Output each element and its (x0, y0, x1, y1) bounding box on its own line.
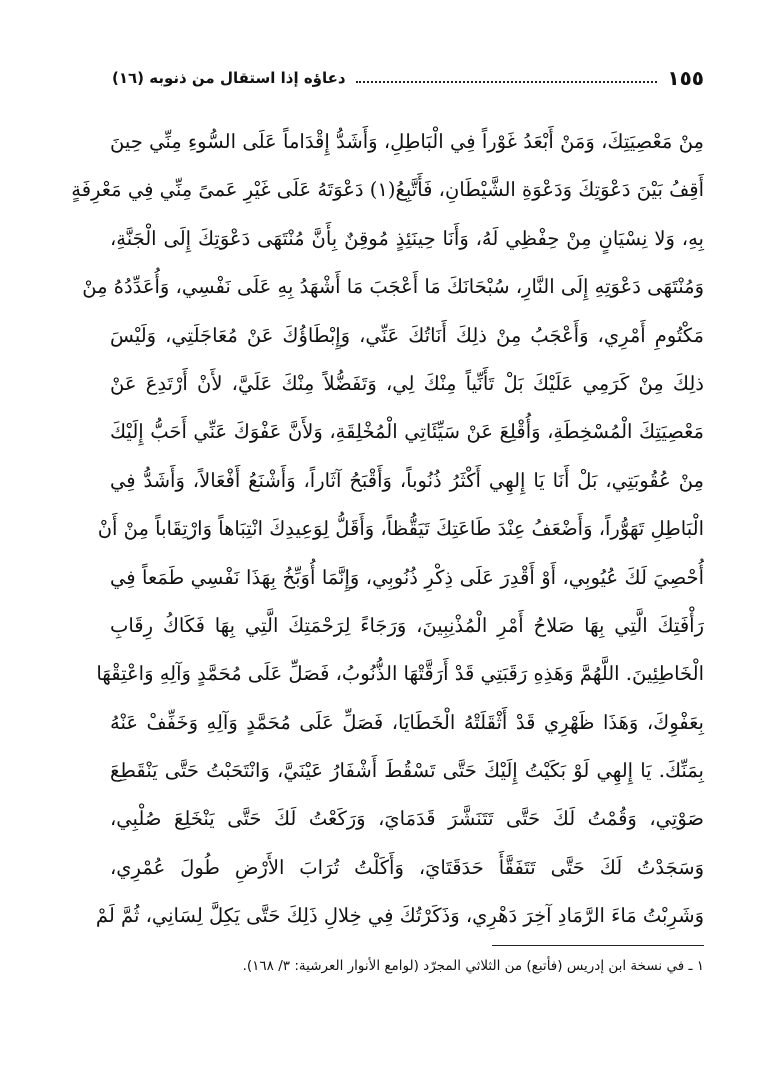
text-line: مَعْصِيَتِكَ الْمُسْخِطَةِ، وَأُقْلِعَ عَنْ سَيِّئَاتِي الْمُخْلِقَةِ، وَلأَنَّ عَفْوَكَ عَنِّي أَحَبُّ إِلَيْكَ (110, 420, 704, 444)
header-dotted-leader (356, 81, 658, 83)
text-line: مِنْ عُقُوبَتِي، بَلْ أَنَا يَا إِلهِي أَكْثَرُ ذُنُوباً، وَأَقْبَحُ آثَاراً، وَأَشْنَعُ أَفْعَالاً، وَأَشَدُّ فِي (110, 468, 704, 492)
text-line: مِنْ مَعْصِيَتِكَ، وَمَنْ أَبْعَدُ غَوْراً فِي الْبَاطِلِ، وَأَشَدُّ إِقْدَاماً عَلَى السُّوءِ مِنِّي حِينَ (110, 130, 704, 153)
text-line: وَشَرِبْتُ مَاءَ الرَّمَادِ آخِرَ دَهْرِي، وَذَكَرْتُكَ فِي خِلالِ ذَلِكَ حَتَّى يَكِلَّ لِسَانِي، ثُمَّ لَمْ (95, 904, 704, 928)
text-line: مَكْتُومِ أَمْرِي، وَأَعْجَبُ مِنْ ذلِكَ أَنَاتُكَ عَنِّي، وَإِبْطَاؤُكَ عَنْ مُعَاجَلَتِي، وَلَيْسَ (110, 323, 704, 347)
text-line: أَقِفُ بَيْنَ دَعْوَتِكَ وَدَعْوَةِ الشَّيْطَانِ، فَأَتَّبِعُ(١) دَعْوَتَهُ عَلَى غَيْرِ عَمىً مِنِّي فِي مَعْرِفَةٍ (71, 178, 704, 202)
text-line: أُحْصِيَ لَكَ عُيُوبِي، أَوْ أَقْدِرَ عَلَى ذِكْرِ ذُنُوبِي، وَإِنَّمَا أُوَبِّخُ بِهَذَا نَفْسِي طَمَعاً فِي (110, 565, 704, 589)
text-line: بِمَنِّكَ. يَا إِلهِي لَوْ بَكَيْتُ إِلَيْكَ حَتَّى تَسْقُطَ أَشْفَارُ عَيْنَيَّ، وَانْتَحَبْتُ حَتَّى يَنْقَطِعَ (110, 759, 704, 783)
text-line: وَسَجَدْتُ لَكَ حَتَّى تَتَفَقَّأَ حَدَقَتَايَ، وَأَكَلْتُ تُرَابَ الأَرْضِ طُولَ عُمْرِي، (110, 855, 704, 879)
body-text (71, 118, 704, 941)
footnote-separator (492, 945, 704, 946)
page-number: ١٥٥ (667, 66, 704, 90)
text-line: صَوْتِي، وَقُمْتُ لَكَ حَتَّى تَتَنَشَّرَ قَدَمَايَ، وَرَكَعْتُ لَكَ حَتَّى يَنْخَلِعَ صُلْبِي، (110, 807, 704, 831)
text-line: بِعَفْوِكَ، وَهَذَا ظَهْرِي قَدْ أَثْقَلَتْهُ الْخَطَايَا، فَصَلِّ عَلَى مُحَمَّدٍ وَآلِهِ وَخَفِّفْ عَنْهُ (110, 710, 704, 734)
footnote: ١ ـ في نسخة ابن إدريس (فأتبع) من الثلاثي المجرّد (لوامع الأنوار العرشية: ٣/ ١٦٨). (242, 958, 704, 974)
text-line: وَمُنْتَهَى دَعْوَتِهِ إِلَى النَّارِ، سُبْحَانَكَ مَا أَعْجَبَ مَا أَشْهَدُ بِهِ عَلَى نَفْسِي، وَأُعَدِّدُهُ مِنْ (82, 275, 704, 299)
text-line: بِهِ، وَلا نِسْيَانٍ مِنْ حِفْظِي لَهُ، وَأَنَا حِينَئِذٍ مُوقِنٌ بِأَنَّ مُنْتَهَى دَعْوَتِكَ إِلَى الْجَنَّةِ، (110, 226, 704, 250)
text-line: الْخَاطِئِينَ. اللَّهُمَّ وَهَذِهِ رَقَبَتِي قَدْ أَرَقَّتْهَا الذُّنُوبُ، فَصَلِّ عَلَى مُحَمَّدٍ وَآلِهِ وَاعْتِقْهَا (96, 662, 704, 686)
text-line: رَأْفَتِكَ الَّتِي بِهَا صَلاحُ أَمْرِ الْمُذْنِبِينَ، وَرَجَاءً لِرَحْمَتِكَ الَّتِي بِهَا فَكَاكُ رِقَابِ (110, 613, 704, 637)
page-header (112, 64, 704, 92)
text-line: ذلِكَ مِنْ كَرَمِي عَلَيْكَ بَلْ تَأَنِّياً مِنْكَ لِي، وَتَفَضُّلاً مِنْكَ عَلَيَّ، لأَنْ أَرْتَدِعَ عَنْ (110, 371, 704, 395)
text-line: الْبَاطِلِ تَهَوُّراً، وَأَضْعَفُ عِنْدَ طَاعَتِكَ تَيَقُّظاً، وَأَقَلُّ لِوَعِيدِكَ انْتِبَاهاً وَارْتِقَاباً مِنْ أَنْ (97, 517, 704, 541)
running-title: دعاؤه إذا استقال من ذنوبه (١٦) (112, 69, 346, 87)
